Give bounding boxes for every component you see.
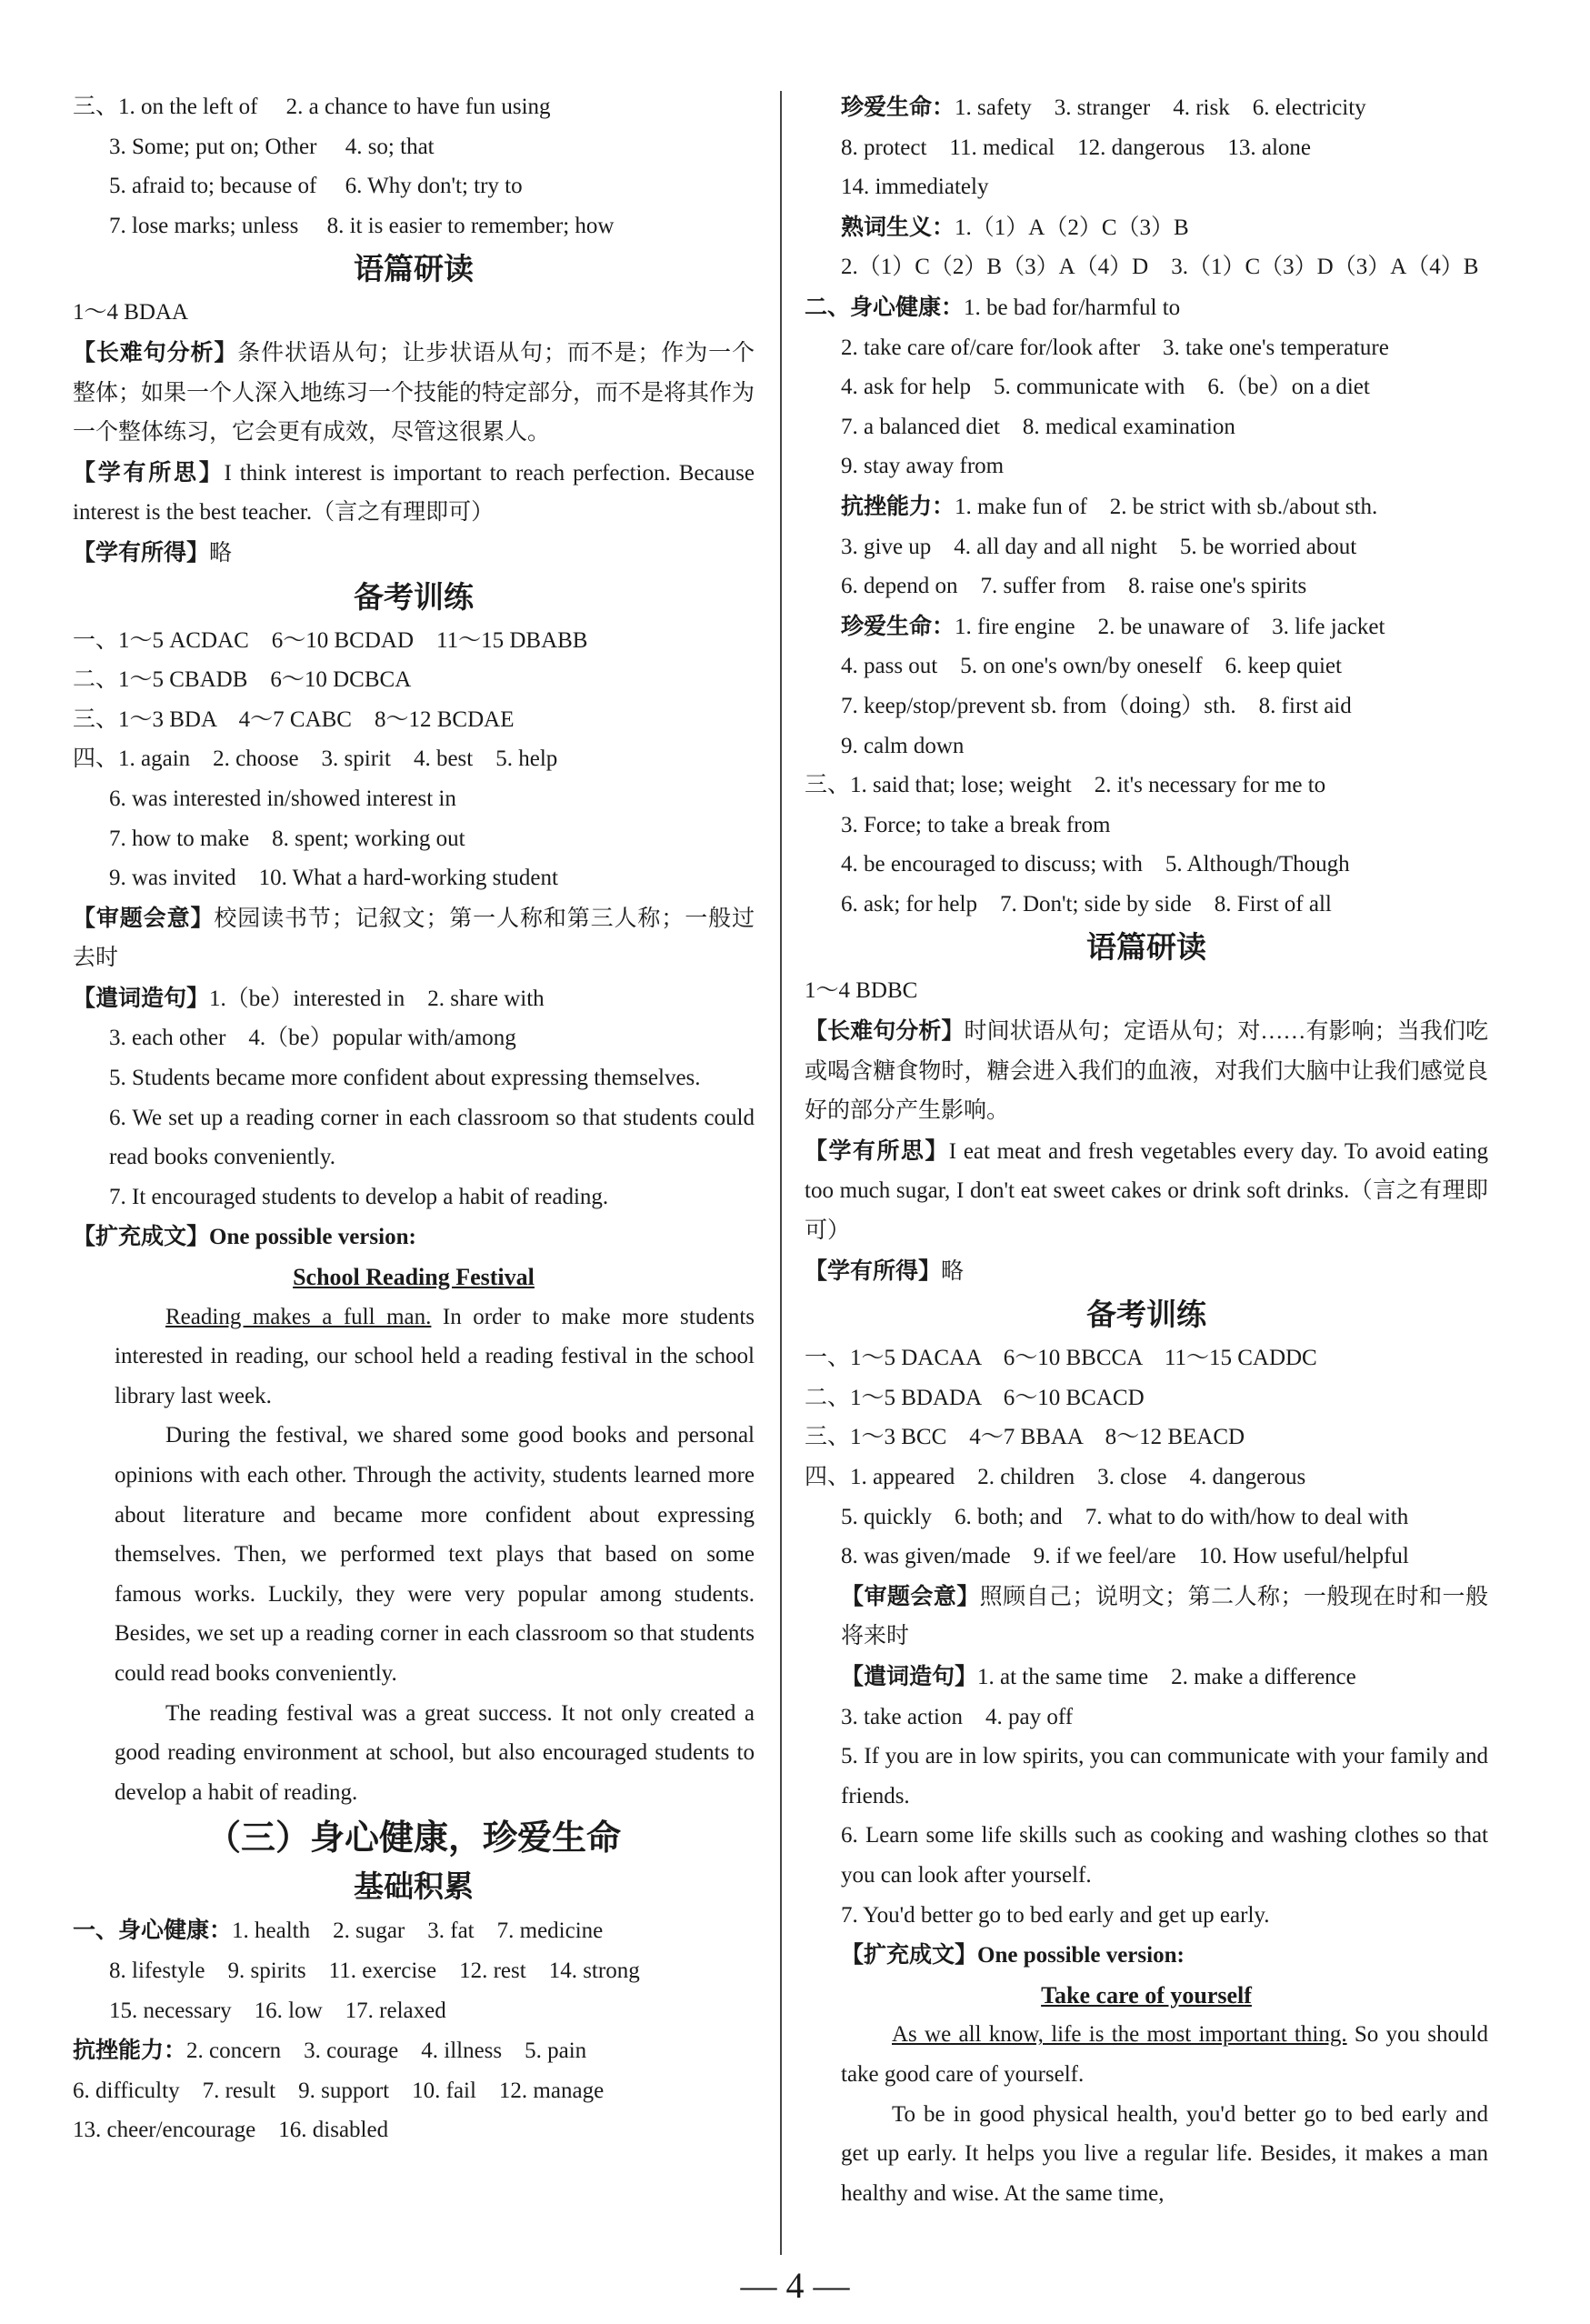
s3-line-1: 三、1. said that; lose; weight 2. it's necessary for me to xyxy=(805,773,1326,798)
life2-line-1 xyxy=(805,606,1488,647)
s1-line-3: 5. afraid to; because of 6. Why don't; try to xyxy=(109,174,523,199)
gain-tag-2: 【学有所得】 xyxy=(805,1257,942,1284)
section-heading-training-2: 备考训练 xyxy=(1086,1297,1206,1333)
words2-line-5: 5. If you are in low spirits, you can communicate with your family and friends. xyxy=(841,1744,1488,1808)
basic-line-5: 6. difficulty 7. result 9. support 10. fail 12. manage xyxy=(73,2078,605,2103)
topic-tag-2: 【审题会意】 xyxy=(841,1582,980,1609)
train-sub-3: 9. was invited 10. What a hard-working student xyxy=(109,866,558,891)
think-text-2: I eat meat and fresh vegetables every day. To avoid eating too much sugar, I don't eat sweet cakes or drink soft drinks.（言之有理即可） xyxy=(805,1138,1488,1244)
analysis-tag: 【长难句分析】 xyxy=(73,338,238,366)
reading-answers-2: 1～4 BDBC xyxy=(805,978,918,1004)
s2-line-5: 9. stay away from xyxy=(841,454,1005,479)
train-line-1: 一、1～5 ACDAC 6～10 BCDAD 11～15 DBABB xyxy=(73,627,588,653)
think-tag-2: 【学有所思】 xyxy=(805,1137,949,1164)
s2-line-1 xyxy=(805,287,1488,328)
words-line-6: 6. We set up a reading corner in each classroom so that students could read books conveniently. xyxy=(109,1105,755,1170)
expand-block xyxy=(73,1217,755,1257)
analysis-block-2 xyxy=(805,1011,1488,1131)
life2-line-2: 4. pass out 5. on one's own/by oneself 6. keep quiet xyxy=(841,654,1342,679)
essay-p1-underlined: Reading makes a full man. xyxy=(165,1304,432,1329)
essay-paragraph-3: The reading festival was a great success. It not only created a good reading environment at school, but also encouraged students to develop a habit of reading. xyxy=(115,1700,755,1805)
gain-block xyxy=(73,533,755,574)
essay-paragraph-2: During the festival, we shared some good books and personal opinions with each other. Through the activity, students learned more about literature and became more confident about expressing themselves. Then, we performed text plays that based on some famous works. Luckily, they were very popular among students. Besides, we set up a reading corner in each classroom so that students could read books conveniently. xyxy=(115,1423,755,1686)
word-line-1 xyxy=(805,207,1488,248)
s1-line-1: 三、1. on the left of 2. a chance to have fun using xyxy=(73,95,551,119)
words-line-7: 7. It encouraged students to develop a habit of reading. xyxy=(109,1184,609,1209)
basic-line-1 xyxy=(73,1910,755,1951)
life-l1: 1. safety 3. stranger 4. risk 6. electricity xyxy=(955,95,1366,120)
s2-line-2: 2. take care of/care for/look after 3. take one's temperature xyxy=(841,335,1389,360)
topic-tag: 【审题会意】 xyxy=(73,904,215,931)
s3-line-4: 6. ask; for help 7. Don't; side by side 8. First of all xyxy=(841,891,1332,917)
words2-first-text: 1. at the same time 2. make a difference xyxy=(977,1664,1356,1689)
s2-line-3: 4. ask for help 5. communicate with 6.（be）on a diet xyxy=(841,375,1370,400)
word-tag: 熟词生义： xyxy=(841,213,955,240)
resist-tag: 抗挫能力： xyxy=(841,492,955,519)
topic-block xyxy=(73,898,755,978)
words-first xyxy=(73,978,755,1019)
section-heading-reading-2: 语篇研读 xyxy=(1086,929,1206,966)
train-sub-1: 6. was interested in/showed interest in xyxy=(109,786,456,811)
train-line-3: 三、1～3 BDA 4～7 CABC 8～12 BCDAE xyxy=(73,706,515,732)
words2-line-7: 7. You'd better go to bed early and get up early. xyxy=(841,1902,1270,1928)
basic-tag-resist: 抗挫能力： xyxy=(73,2037,187,2064)
gain-text-2: 略 xyxy=(941,1258,965,1284)
train2-line-2: 二、1～5 BDADA 6～10 BCACD xyxy=(805,1385,1145,1410)
topic-block-2 xyxy=(805,1577,1488,1657)
gain-block-2 xyxy=(805,1251,1488,1292)
think-block-2 xyxy=(805,1131,1488,1251)
reading-answers: 1～4 BDAA xyxy=(73,300,189,326)
essay-body xyxy=(73,1297,755,1813)
section-heading-reading: 语篇研读 xyxy=(354,251,474,287)
page-number: — 4 — xyxy=(740,2265,850,2306)
word-line-2: 2.（1）C（2）B（3）A（4）D 3.（1）C（3）D（3）A（4）B xyxy=(841,255,1479,280)
life-line-3: 14. immediately xyxy=(841,175,989,200)
train-sub-2: 7. how to make 8. spent; working out xyxy=(109,826,465,851)
column-divider xyxy=(780,91,782,2255)
train-line-4: 四、1. again 2. choose 3. spirit 4. best 5. help xyxy=(73,746,558,772)
topic-text-2: 照顾自己；说明文；第二人称；一般现在时和一般将来时 xyxy=(841,1584,1488,1649)
s1-line-2: 3. Some; put on; Other 4. so; that xyxy=(109,134,435,159)
words2-line-3: 3. take action 4. pay off xyxy=(841,1704,1074,1729)
words-first-text: 1.（be）interested in 2. share with xyxy=(209,986,545,1011)
s1-line-4: 7. lose marks; unless 8. it is easier to remember; how xyxy=(109,213,615,238)
life-tag: 珍爱生命： xyxy=(841,94,955,120)
basic-line-3: 15. necessary 16. low 17. relaxed xyxy=(109,1998,446,2023)
s2-line-4: 7. a balanced diet 8. medical examination xyxy=(841,414,1235,439)
train2-sub-2: 8. was given/made 9. if we feel/are 10. How useful/helpful xyxy=(841,1544,1409,1569)
s2-tag: 二、身心健康： xyxy=(805,293,965,320)
word-l1: 1.（1）A（2）C（3）B xyxy=(955,215,1189,240)
expand-text: One possible version: xyxy=(209,1225,416,1250)
train2-sub-1: 5. quickly 6. both; and 7. what to do with/how to deal with xyxy=(841,1504,1409,1529)
essay2-paragraph-1 xyxy=(841,2015,1488,2094)
essay2-paragraph-2: To be in good physical health, you'd better go to bed early and get up early. It helps you live a regular life. Besides, it makes a man healthy and wise. At the same time, xyxy=(841,2101,1488,2206)
words-line-3: 3. each other 4.（be）popular with/among xyxy=(109,1026,516,1051)
s3-line-3: 4. be encouraged to discuss; with 5. Although/Though xyxy=(841,852,1350,877)
think-block xyxy=(73,453,755,533)
expand-tag: 【扩充成文】 xyxy=(73,1223,210,1250)
section-heading-training: 备考训练 xyxy=(354,578,474,615)
life-line-1 xyxy=(805,87,1488,128)
s2-first: 1. be bad for/harmful to xyxy=(964,295,1181,320)
left-column xyxy=(73,87,755,2150)
train2-line-1: 一、1～5 DACAA 6～10 BBCCA 11～15 CADDC xyxy=(805,1346,1317,1371)
s3-line-2: 3. Force; to take a break from xyxy=(841,812,1111,837)
essay-title: School Reading Festival xyxy=(293,1264,535,1291)
resist-first: 1. make fun of 2. be strict with sb./about sth. xyxy=(955,494,1378,519)
basic-line-2: 8. lifestyle 9. spirits 11. exercise 12. rest 14. strong xyxy=(109,1958,640,1983)
resist-line-1 xyxy=(805,486,1488,527)
expand-tag-2: 【扩充成文】 xyxy=(841,1941,978,1968)
analysis-block xyxy=(73,333,755,453)
train2-line-3: 三、1～3 BCC 4～7 BBAA 8～12 BEACD xyxy=(805,1425,1245,1450)
essay2-p1-rest: So you should take good care of yourself. xyxy=(841,2022,1488,2087)
life2-line-3: 7. keep/stop/prevent sb. from（doing）sth. 8. first aid xyxy=(841,693,1352,718)
basic-line-6: 13. cheer/encourage 16. disabled xyxy=(73,2118,389,2143)
essay-body-2 xyxy=(805,2015,1488,2213)
expand-text-2: One possible version: xyxy=(977,1943,1185,1968)
resist-line-3: 6. depend on 7. suffer from 8. raise one's spirits xyxy=(841,574,1307,599)
words2-first xyxy=(805,1657,1488,1698)
think-text: I think interest is important to reach perfection. Because interest is the best teacher.（言之有理即可） xyxy=(73,460,755,526)
words-tag-2: 【遣词造句】 xyxy=(841,1662,978,1689)
essay-title-2: Take care of yourself xyxy=(1041,1981,1252,2008)
resist-line-2: 3. give up 4. all day and all night 5. be worried about xyxy=(841,534,1357,559)
basic-line-4 xyxy=(73,2030,755,2071)
words-tag: 【遣词造句】 xyxy=(73,984,210,1011)
analysis-text-2: 时间状语从句；定语从句；对……有影响；当我们吃或喝含糖食物时，糖会进入我们的血液，对我们大脑中让我们感觉良好的部分产生影响。 xyxy=(805,1019,1488,1124)
essay-paragraph-1 xyxy=(115,1297,755,1417)
words-line-5: 5. Students became more confident about expressing themselves. xyxy=(109,1066,701,1091)
section-heading-basic: 基础积累 xyxy=(354,1868,474,1905)
life2-line-4: 9. calm down xyxy=(841,733,965,758)
life2-first: 1. fire engine 2. be unaware of 3. life jacket xyxy=(955,614,1385,639)
gain-tag: 【学有所得】 xyxy=(73,538,210,566)
life-line-2: 8. protect 11. medical 12. dangerous 13. alone xyxy=(841,135,1311,160)
train-line-2: 二、1～5 CBADB 6～10 DCBCA xyxy=(73,667,412,693)
basic-l4: 2. concern 3. courage 4. illness 5. pain xyxy=(186,2039,587,2064)
basic-tag-health: 一、身心健康： xyxy=(73,1917,233,1944)
analysis-tag-2: 【长难句分析】 xyxy=(805,1017,965,1045)
think-tag: 【学有所思】 xyxy=(73,458,225,486)
gain-text: 略 xyxy=(209,540,233,566)
essay2-p1-underlined: As we all know, life is the most important thing. xyxy=(892,2022,1347,2048)
words2-line-6: 6. Learn some life skills such as cooking and washing clothes so that you can look after yourself. xyxy=(841,1823,1488,1888)
analysis-text: 条件状语从句；让步状语从句；而不是；作为一个整体；如果一个人深入地练习一个技能的特定部分，而不是将其作为一个整体练习，它会更有成效，尽管这很累人。 xyxy=(73,340,755,446)
section-3-title: （三）身心健康，珍爱生命 xyxy=(205,1818,621,1858)
basic-l1: 1. health 2. sugar 3. fat 7. medicine xyxy=(232,1918,604,1944)
right-column xyxy=(805,87,1488,2213)
train2-line-4: 四、1. appeared 2. children 3. close 4. dangerous xyxy=(805,1465,1306,1489)
essay-p1-rest: In order to make more students interested in reading, our school held a reading festival in the school library last week. xyxy=(115,1304,755,1408)
topic-text: 校园读书节；记叙文；第一人称和第三人称；一般过去时 xyxy=(73,906,755,971)
life2-tag: 珍爱生命： xyxy=(841,612,955,639)
expand-block-2 xyxy=(805,1935,1488,1976)
